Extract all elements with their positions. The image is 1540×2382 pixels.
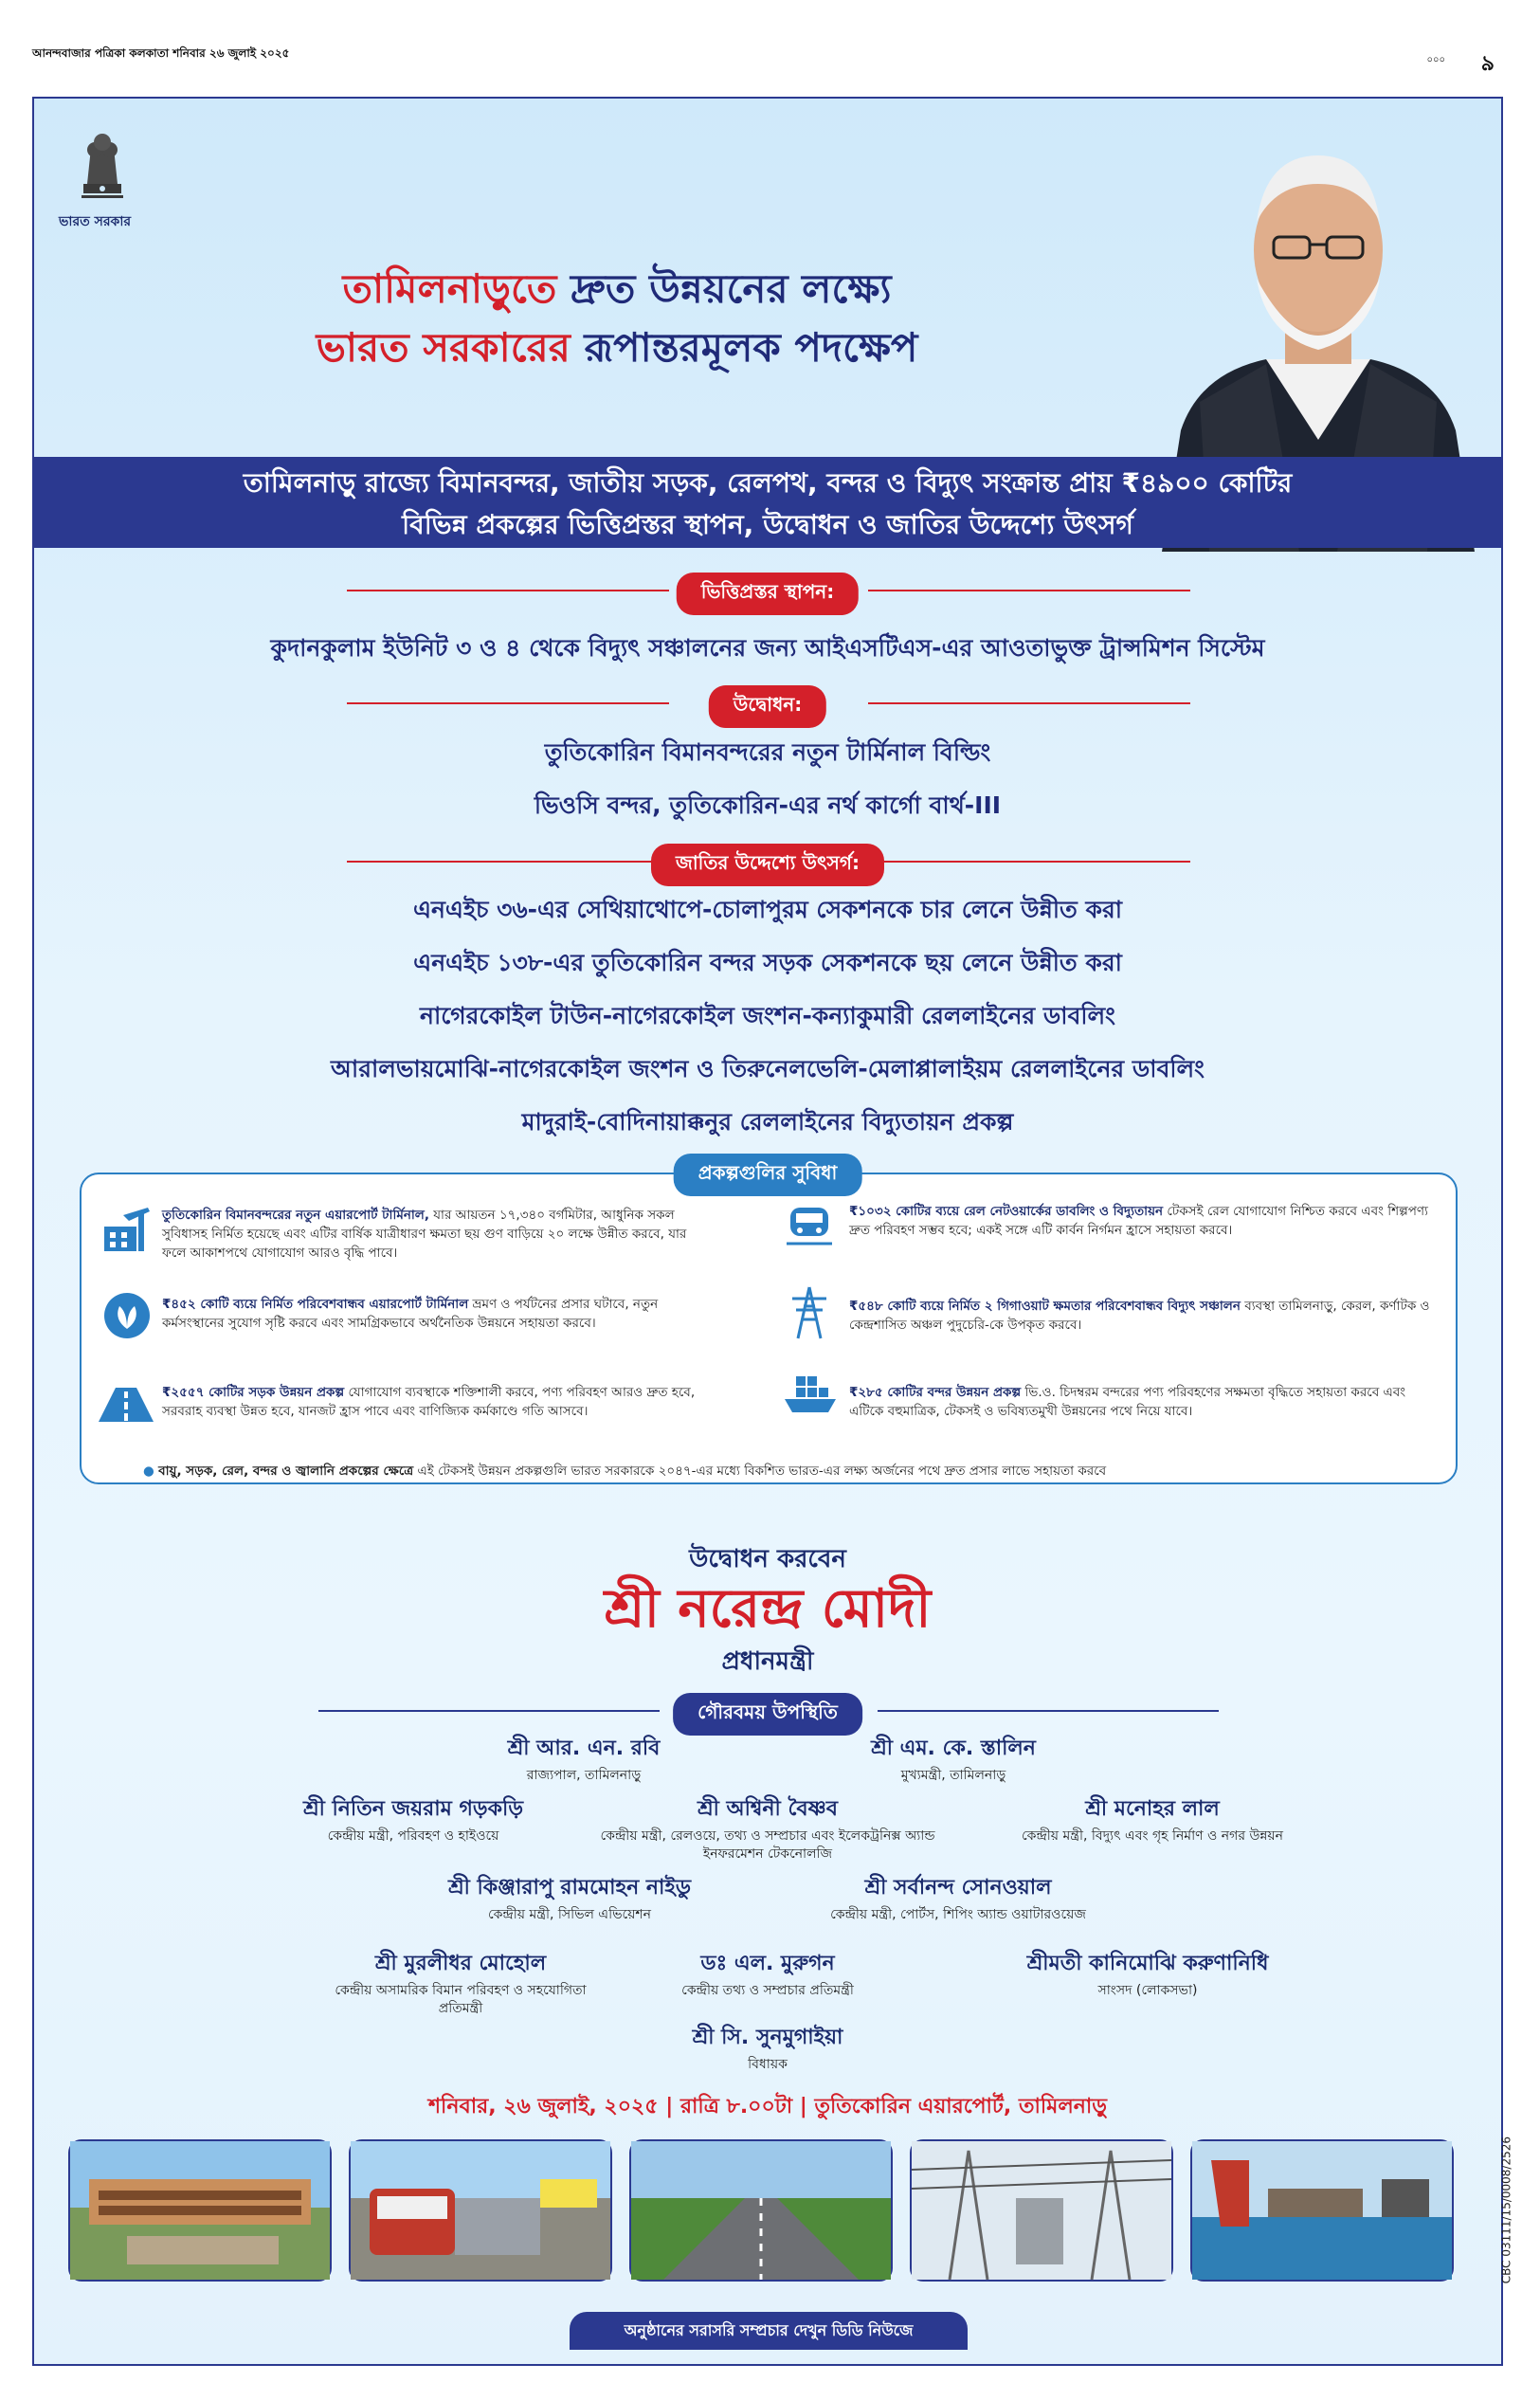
page-number: ৯ (1480, 52, 1495, 76)
pm-title: প্রধানমন্ত্রী (721, 1647, 814, 1676)
dignitary-name: শ্রী অশ্বিনী বৈষ্ণব (697, 1797, 839, 1821)
benefit-bold: ₹৪৫২ কোটি ব্যয়ে নির্মিত পরিবেশবান্ধব এয়ারপোর্ট টার্মিনাল (162, 1297, 469, 1312)
benefit-road (162, 1383, 702, 1421)
dignitary-name: শ্রী কিঞ্জারাপু রামমোহন নাইডু (447, 1876, 692, 1900)
divider-right (868, 861, 1190, 863)
photo-port (1190, 2139, 1454, 2282)
dignitary (578, 1947, 957, 2000)
benefit-port (849, 1383, 1437, 1421)
dedication-label: জাতির উদ্দেশ্যে উৎসর্গ: (651, 844, 884, 886)
photo-highway (629, 2139, 893, 2282)
dignitary-name: শ্রী মুরলীধর মোহোল (374, 1952, 547, 1975)
dignitary (578, 2021, 957, 2074)
benefit-text: টেকসই রেল যোগাযোগ নিশ্চিত করবে এবং শিল্পপণ্য দ্রুত পরিবহণ সম্ভব হবে; একই সঙ্গে এটি কার্বন নির্গমন হ্রাসে সহায়তা করবে। (849, 1204, 1428, 1238)
benefit-text: ভি.ও. চিদম্বরম বন্দরের পণ্য পরিবহণের সক্ষমতা বৃদ্ধিতে সহায়তা করবে এবং এটিকে বহুমাত্রিক, টেকসই ও ভবিষ্যতমুখী উন্নয়নের পথে নিয়ে যাবে। (849, 1385, 1406, 1419)
dignitary-role: কেন্দ্রীয় মন্ত্রী, পরিবহণ ও হাইওয়ে (327, 1828, 499, 1844)
footer-broadcast-note: অনুষ্ঠানের সরাসরি সম্প্রচার দেখুন ডিডি নিউজে (570, 2312, 968, 2350)
cbc-code: CBC 03111/15/0008/2526 (1499, 2137, 1513, 2284)
emblem-caption: ভারত সরকার (59, 214, 132, 229)
inaugurated-by: উদ্বোধন করবেন (689, 1545, 846, 1573)
headline-red-2: ভারত সরকারের (316, 324, 571, 371)
dedication-item: আরালভায়মোঝি-নাগেরকোইল জংশন ও তিরুনেলভেলি-মেলাপ্পালাইয়ম রেললাইনের ডাবলিং (331, 1055, 1205, 1082)
dignitary-role: কেন্দ্রীয় মন্ত্রী, পোর্টস, শিপিং অ্যান্ড ওয়াটারওয়েজ (830, 1907, 1086, 1922)
dignitary-name: শ্রী নিতিন জয়রাম গড়কড়ি (302, 1797, 524, 1821)
headline-navy-2: রূপান্তরমূলক পদক্ষেপ (584, 324, 918, 371)
divider-left (347, 702, 669, 704)
benefit-text: ভ্রমণ ও পর্যটনের প্রসার ঘটাবে, নতুন কর্মসংস্থানের সুযোগ সৃষ্টি করবে এবং সামগ্রিকভাবে অর্থনৈতিক উন্নয়নে সহায়তা করবে। (162, 1297, 659, 1331)
divider-left (347, 861, 669, 863)
summary-bold: বায়ু, সড়ক, রেল, বন্দর ও জ্বালানি প্রকল্পের ক্ষেত্রে (158, 1464, 414, 1479)
dignitary-role: মুখ্যমন্ত্রী, তামিলনাড়ু (900, 1768, 1006, 1783)
dignitary-role: কেন্দ্রীয় মন্ত্রী, বিদ্যুৎ এবং গৃহ নির্মাণ ও নগর উন্নয়ন (1022, 1828, 1283, 1844)
summary-text: এই টেকসই উন্নয়ন প্রকল্পগুলি ভারত সরকারকে ২০৪৭-এর মধ্যে বিকশিত ভারত-এর লক্ষ্য অর্জনের পথে দ্রুত প্রসার লাভে সহায়তা করবে (413, 1464, 1107, 1479)
dignitary-name: শ্রী আর. এন. রবি (507, 1736, 661, 1760)
train-icon (783, 1202, 836, 1249)
airport-terminal-icon (100, 1206, 154, 1257)
masthead: আনন্দবাজার পত্রিকা কলকাতা শনিবার ২৬ জুলাই ২০২৫ (32, 46, 290, 60)
dignitary-name: শ্রী এম. কে. স্তালিন (871, 1736, 1036, 1760)
dignitary-name: শ্রী সর্বানন্দ সোনওয়াল (864, 1876, 1052, 1900)
dedication-item: মাদুরাই-বোদিনায়াক্কনুর রেললাইনের বিদ্যুতায়ন প্রকল্প (521, 1108, 1014, 1136)
foundation-item: কুদানকুলাম ইউনিট ৩ ও ৪ থেকে বিদ্যুৎ সঞ্চালনের জন্য আইএসটিএস-এর আওতাভুক্ত ট্রান্সমিশন সিস্টেম (270, 634, 1265, 662)
page-mark: ০০০ (1426, 55, 1445, 65)
divider-right (878, 1710, 1219, 1712)
dedication-item: এনএইচ ১৩৮-এর তুতিকোরিন বন্দর সড়ক সেকশনকে ছয় লেনে উন্নীত করা (413, 949, 1122, 976)
headline (176, 260, 1058, 377)
dignitary (963, 1792, 1342, 1846)
divider-left (318, 1710, 660, 1712)
photo-railway (349, 2139, 612, 2282)
national-emblem-icon (74, 119, 131, 209)
foundation-label: ভিত্তিপ্রস্তর স্থাপন: (677, 573, 859, 615)
eco-leaf-icon (102, 1291, 152, 1344)
benefits-summary (143, 1461, 1106, 1482)
bullet-dot-icon: ● (143, 1464, 154, 1479)
inauguration-item: ভিওসি বন্দর, তুতিকোরিন-এর নর্থ কার্গো বার্থ-III (534, 791, 1002, 819)
dignitary (318, 1947, 603, 2018)
benefit-eco-terminal (162, 1295, 702, 1333)
dignitary (764, 1732, 1143, 1785)
banner-line-1: তামিলনাড়ু রাজ্যে বিমানবন্দর, জাতীয় সড়ক, রেলপথ, বন্দর ও বিদ্যুৎ সংক্রান্ত প্রায় ₹৪৯০০ কোটির (243, 467, 1293, 499)
headline-red-1: তামিলনাড়ুতে (342, 265, 557, 312)
inauguration-item: তুতিকোরিন বিমানবন্দরের নতুন টার্মিনাল বিল্ডিং (544, 738, 991, 766)
benefit-power (849, 1297, 1437, 1335)
dignitary (380, 1871, 759, 1924)
dignitary (991, 1947, 1304, 2000)
dignitary-role: বিধায়ক (748, 2057, 788, 2072)
benefit-text: ব্যবস্থা তামিলনাড়ু, কেরল, কর্ণাটক ও কেন্দ্রশাসিত অঞ্চল পুদুচেরি-কে উপকৃত করবে। (849, 1299, 1430, 1333)
dignitary-name: শ্রীমতী কানিমোঝি করুণানিধি (1026, 1952, 1269, 1975)
benefits-label: প্রকল্পগুলির সুবিধা (674, 1154, 862, 1196)
dignitary-name: শ্রী সি. সুনমুগাইয়া (692, 2026, 843, 2049)
benefit-airport-terminal (162, 1206, 702, 1263)
advertisement-frame (32, 97, 1513, 2366)
event-details: শনিবার, ২৬ জুলাই, ২০২৫ | রাত্রি ৮.০০টা | তুতিকোরিন এয়ারপোর্ট, তামিলনাড়ু (428, 2095, 1107, 2118)
photo-airport-terminal (68, 2139, 332, 2282)
dignitary-role: কেন্দ্রীয় অসামরিক বিমান পরিবহণ ও সহযোগিতা প্রতিমন্ত্রী (335, 1983, 587, 2016)
dignitary-role: সাংসদ (লোকসভা) (1097, 1983, 1198, 1998)
divider-left (347, 590, 669, 591)
benefit-rail (849, 1202, 1437, 1240)
dignitary-name: শ্রী মনোহর লাল (1085, 1797, 1220, 1821)
banner-line-2: বিভিন্ন প্রকল্পের ভিত্তিপ্রস্তর স্থাপন, উদ্বোধন ও জাতির উদ্দেশ্যে উৎসর্গ (402, 509, 1133, 540)
headline-navy-1: দ্রুত উন্নয়নের লক্ষ্যে (571, 265, 892, 312)
dignitary (769, 1871, 1148, 1924)
benefit-bold: ₹২৫৫৭ কোটির সড়ক উন্নয়ন প্রকল্প (162, 1385, 345, 1400)
dignitary (394, 1732, 773, 1785)
benefit-text: যার আয়তন ১৭,৩৪০ বর্গমিটার, আধুনিক সকল সুবিধাসহ নির্মিত হয়েছে এবং এটির বার্ষিক যাত্রীধারণ ক্ষমতা ছয় গুণ বাড়িয়ে ২০ লক্ষে উন্নীত করবে, যার ফলে আকাশপথে যোগাযোগ আরও বৃদ্ধি পাবে। (162, 1208, 687, 1261)
dedication-item: এনএইচ ৩৬-এর সেথিয়াথোপে-চোলাপুরম সেকশনকে চার লেনে উন্নীত করা (412, 896, 1123, 923)
power-tower-icon (788, 1285, 830, 1344)
benefit-bold: তুতিকোরিন বিমানবন্দরের নতুন এয়ারপোর্ট টার্মিনাল, (162, 1208, 429, 1223)
dignitary (578, 1792, 957, 1864)
dedication-item: নাগেরকোইল টাউন-নাগেরকোইল জংশন-কন্যাকুমারী রেললাইনের ডাবলিং (420, 1002, 1115, 1029)
summary-banner (34, 457, 1501, 548)
benefit-bold: ₹৫৪৮ কোটি ব্যয়ে নির্মিত ২ গিগাওয়াট ক্ষমতার পরিবেশবান্ধব বিদ্যুৎ সঞ্চালন (849, 1299, 1241, 1314)
dignitary-role: কেন্দ্রীয় মন্ত্রী, সিভিল এভিয়েশন (487, 1907, 652, 1922)
dignitary (224, 1792, 603, 1846)
pm-name: শ্রী নরেন্দ্র মোদী (604, 1578, 932, 1640)
divider-right (868, 590, 1190, 591)
divider-right (868, 702, 1190, 704)
presence-label: গৌরবময় উপস্থিতি (673, 1693, 862, 1736)
dignitary-role: কেন্দ্রীয় মন্ত্রী, রেলওয়ে, তথ্য ও সম্প্রচার এবং ইলেকট্রনিক্স অ্যান্ড ইনফরমেশন টেকনোলজি (600, 1828, 935, 1862)
benefit-text: যোগাযোগ ব্যবস্থাকে শক্তিশালী করবে, পণ্য পরিবহণ আরও দ্রুত হবে, সরবরাহ ব্যবস্থা উন্নত হবে, যানজট হ্রাস পাবে এবং বাণিজ্যিক কর্মকাণ্ডে গতি আসবে। (162, 1385, 696, 1419)
dignitary-name: ডঃ এল. মুরুগন (700, 1952, 835, 1975)
photo-power-substation (910, 2139, 1173, 2282)
dignitary-role: কেন্দ্রীয় তথ্য ও সম্প্রচার প্রতিমন্ত্রী (681, 1983, 854, 1998)
benefit-bold: ₹১০৩২ কোটির ব্যয়ে রেল নেটওয়ার্কের ডাবলিং ও বিদ্যুতায়ন (849, 1204, 1164, 1219)
benefit-bold: ₹২৮৫ কোটির বন্দর উন্নয়ন প্রকল্প (849, 1385, 1022, 1400)
inauguration-label: উদ্বোধন: (709, 685, 826, 728)
cargo-ship-icon (783, 1371, 838, 1422)
road-icon (97, 1386, 155, 1427)
dignitary-role: রাজ্যপাল, তামিলনাড়ু (526, 1768, 642, 1783)
